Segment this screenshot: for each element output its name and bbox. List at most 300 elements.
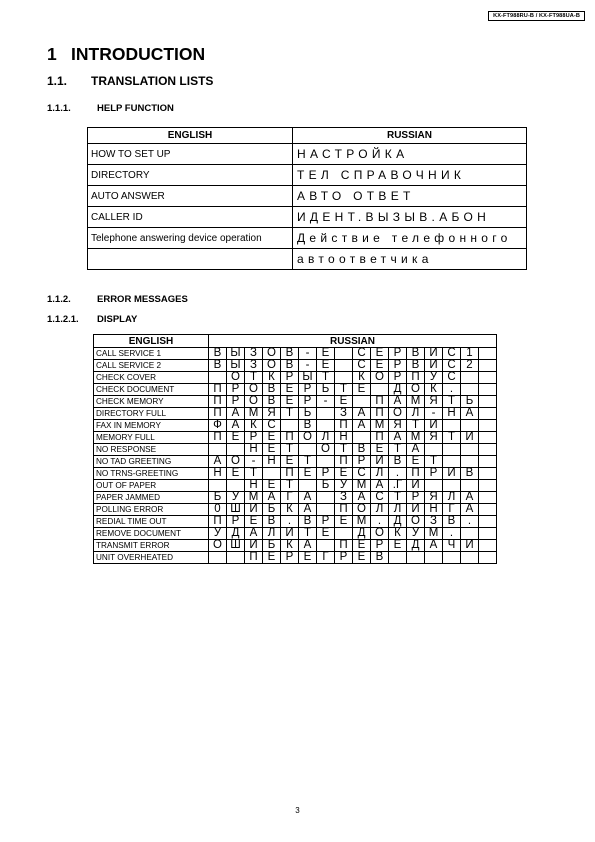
section-heading: [47, 44, 205, 65]
display-char-cell: -: [317, 396, 335, 408]
display-char-cell: Т: [299, 528, 317, 540]
display-char-cell: У: [407, 528, 425, 540]
display-char-cell: Р: [335, 552, 353, 564]
display-char-cell: Е: [335, 468, 353, 480]
display-char-cell: Е: [281, 396, 299, 408]
display-char-cell: В: [263, 396, 281, 408]
display-char-cell: Д: [389, 384, 407, 396]
display-char-cell: Р: [245, 432, 263, 444]
display-char-cell: И: [461, 432, 479, 444]
display-char-cell: М: [407, 432, 425, 444]
display-char-cell: [443, 480, 461, 492]
display-char-cell: Я: [425, 432, 443, 444]
display-english-cell: MEMORY FULL: [94, 432, 209, 444]
display-char-cell: [479, 360, 497, 372]
display-english-cell: DIRECTORY FULL: [94, 408, 209, 420]
display-table-row: [94, 552, 497, 564]
display-char-cell: Е: [317, 360, 335, 372]
display-char-cell: Е: [317, 528, 335, 540]
display-char-cell: А: [425, 540, 443, 552]
help-function-table: [87, 127, 527, 270]
display-char-cell: А: [263, 492, 281, 504]
display-char-cell: Б: [263, 504, 281, 516]
subsection-heading: [47, 74, 213, 88]
page-number: 3: [295, 806, 300, 815]
display-char-cell: [479, 420, 497, 432]
display-char-cell: О: [317, 444, 335, 456]
display-table-row: [94, 516, 497, 528]
display-char-cell: И: [245, 504, 263, 516]
display-char-cell: [479, 408, 497, 420]
display-char-cell: О: [245, 384, 263, 396]
display-english-cell: TRANSMIT ERROR: [94, 540, 209, 552]
display-char-cell: Д: [353, 528, 371, 540]
display-char-cell: П: [407, 372, 425, 384]
display-char-cell: В: [353, 444, 371, 456]
help-table-row: [88, 165, 527, 186]
display-char-cell: Е: [281, 456, 299, 468]
display-char-cell: Я: [263, 408, 281, 420]
display-char-cell: [461, 528, 479, 540]
help-col-english: ENGLISH: [88, 128, 293, 144]
display-char-cell: С: [371, 492, 389, 504]
display-table-row: [94, 492, 497, 504]
display-char-cell: Е: [227, 468, 245, 480]
display-char-cell: [443, 552, 461, 564]
help-col-russian: RUSSIAN: [293, 128, 527, 144]
display-char-cell: Р: [317, 468, 335, 480]
display-char-cell: Д: [389, 516, 407, 528]
display-table-row: [94, 408, 497, 420]
display-char-cell: [209, 480, 227, 492]
display-char-cell: О: [353, 504, 371, 516]
display-char-cell: В: [281, 348, 299, 360]
display-char-cell: Е: [353, 384, 371, 396]
display-char-cell: Е: [245, 516, 263, 528]
display-char-cell: О: [389, 408, 407, 420]
display-table-row: [94, 456, 497, 468]
display-char-cell: Р: [389, 372, 407, 384]
display-char-cell: П: [407, 468, 425, 480]
display-char-cell: Е: [371, 444, 389, 456]
display-char-cell: М: [245, 408, 263, 420]
display-char-cell: П: [281, 432, 299, 444]
display-char-cell: Р: [389, 360, 407, 372]
display-char-cell: [317, 540, 335, 552]
display-char-cell: Е: [263, 444, 281, 456]
display-char-cell: У: [425, 372, 443, 384]
display-char-cell: Е: [299, 552, 317, 564]
display-char-cell: [479, 432, 497, 444]
display-char-cell: [479, 528, 497, 540]
display-char-cell: А: [353, 408, 371, 420]
display-char-cell: [209, 444, 227, 456]
display-char-cell: З: [425, 516, 443, 528]
help-table-row: [88, 186, 527, 207]
display-char-cell: [209, 552, 227, 564]
display-char-cell: Е: [227, 432, 245, 444]
display-char-cell: Р: [227, 384, 245, 396]
display-char-cell: [227, 480, 245, 492]
help-english-cell: CALLER ID: [88, 207, 293, 228]
display-char-cell: Л: [389, 504, 407, 516]
display-char-cell: [443, 420, 461, 432]
display-char-cell: [461, 420, 479, 432]
display-char-cell: О: [245, 396, 263, 408]
display-char-cell: Ш: [227, 504, 245, 516]
display-char-cell: З: [245, 360, 263, 372]
display-char-cell: [335, 372, 353, 384]
display-char-cell: П: [371, 396, 389, 408]
display-char-cell: А: [461, 408, 479, 420]
display-char-cell: Р: [299, 384, 317, 396]
subsection-title: TRANSLATION LISTS: [91, 74, 214, 88]
display-char-cell: П: [245, 552, 263, 564]
display-char-cell: Г: [281, 492, 299, 504]
display-char-cell: С: [353, 348, 371, 360]
display-char-cell: [335, 528, 353, 540]
display-char-cell: В: [407, 360, 425, 372]
display-english-cell: POLLING ERROR: [94, 504, 209, 516]
display-char-cell: П: [335, 420, 353, 432]
help-english-cell: [88, 249, 293, 270]
display-messages-table: [93, 334, 497, 564]
display-char-cell: [461, 372, 479, 384]
display-char-cell: Ы: [227, 348, 245, 360]
display-char-cell: Р: [389, 348, 407, 360]
display-table-row: [94, 504, 497, 516]
display-char-cell: Г: [443, 504, 461, 516]
display-char-cell: [317, 456, 335, 468]
display-char-cell: К: [389, 528, 407, 540]
display-char-cell: Т: [281, 444, 299, 456]
display-char-cell: А: [209, 456, 227, 468]
display-char-cell: Н: [263, 456, 281, 468]
display-char-cell: [461, 444, 479, 456]
display-english-cell: OUT OF PAPER: [94, 480, 209, 492]
display-char-cell: Т: [407, 420, 425, 432]
display-english-cell: REDIAL TIME OUT: [94, 516, 209, 528]
display-char-cell: Т: [389, 492, 407, 504]
display-english-cell: UNIT OVERHEATED: [94, 552, 209, 564]
display-char-cell: П: [335, 540, 353, 552]
display-char-cell: Т: [281, 480, 299, 492]
display-char-cell: Е: [407, 456, 425, 468]
display-char-cell: Б: [263, 540, 281, 552]
display-char-cell: И: [407, 480, 425, 492]
help-english-cell: DIRECTORY: [88, 165, 293, 186]
display-char-cell: Е: [263, 552, 281, 564]
display-char-cell: У: [227, 492, 245, 504]
display-char-cell: И: [407, 504, 425, 516]
display-char-cell: -: [245, 456, 263, 468]
display-char-cell: А: [389, 432, 407, 444]
display-char-cell: [227, 444, 245, 456]
display-char-cell: А: [371, 480, 389, 492]
display-table-row: [94, 444, 497, 456]
display-char-cell: А: [389, 396, 407, 408]
display-char-cell: Т: [335, 384, 353, 396]
help-russian-cell: автоответчика: [293, 249, 527, 270]
display-char-cell: [335, 348, 353, 360]
display-char-cell: Т: [335, 444, 353, 456]
display-char-cell: Е: [353, 552, 371, 564]
display-char-cell: С: [353, 468, 371, 480]
display-table-row: [94, 528, 497, 540]
display-char-cell: Л: [317, 432, 335, 444]
display-table-row: [94, 360, 497, 372]
display-char-cell: З: [335, 492, 353, 504]
display-char-cell: В: [407, 348, 425, 360]
display-char-cell: Т: [245, 372, 263, 384]
display-char-cell: И: [425, 360, 443, 372]
subsection-number: 1.1.: [47, 74, 68, 88]
display-char-cell: Р: [281, 372, 299, 384]
error-messages-heading: [47, 294, 188, 305]
help-english-cell: AUTO ANSWER: [88, 186, 293, 207]
display-english-cell: PAPER JAMMED: [94, 492, 209, 504]
display-char-cell: [209, 372, 227, 384]
display-char-cell: Т: [389, 444, 407, 456]
display-char-cell: [479, 348, 497, 360]
display-char-cell: Т: [281, 408, 299, 420]
display-char-cell: [461, 456, 479, 468]
display-char-cell: У: [209, 528, 227, 540]
display-table-row: [94, 348, 497, 360]
display-char-cell: В: [371, 552, 389, 564]
display-char-cell: О: [263, 360, 281, 372]
display-char-cell: И: [371, 456, 389, 468]
display-english-cell: NO RESPONSE: [94, 444, 209, 456]
display-char-cell: Д: [227, 528, 245, 540]
display-char-cell: [425, 480, 443, 492]
display-col-russian: RUSSIAN: [209, 335, 497, 348]
display-char-cell: В: [389, 456, 407, 468]
display-char-cell: В: [281, 360, 299, 372]
display-char-cell: [281, 420, 299, 432]
display-char-cell: [425, 552, 443, 564]
display-char-cell: В: [299, 420, 317, 432]
display-char-cell: П: [209, 432, 227, 444]
display-char-cell: 1: [461, 348, 479, 360]
display-char-cell: .: [461, 516, 479, 528]
display-char-cell: П: [371, 408, 389, 420]
help-russian-cell: ИДЕНТ.ВЫЗЫВ.АБОН: [293, 207, 527, 228]
display-char-cell: С: [443, 348, 461, 360]
display-char-cell: П: [281, 468, 299, 480]
display-char-cell: 2: [461, 360, 479, 372]
display-char-cell: Н: [245, 480, 263, 492]
display-char-cell: Ы: [227, 360, 245, 372]
display-table-header: [94, 335, 497, 348]
display-english-cell: FAX IN MEMORY: [94, 420, 209, 432]
display-char-cell: [407, 552, 425, 564]
display-char-cell: М: [245, 492, 263, 504]
display-char-cell: [479, 384, 497, 396]
display-char-cell: К: [245, 420, 263, 432]
display-english-cell: NO TRNS-GREETING: [94, 468, 209, 480]
display-char-cell: [317, 504, 335, 516]
display-english-cell: CHECK MEMORY: [94, 396, 209, 408]
display-char-cell: [479, 468, 497, 480]
display-char-cell: [317, 408, 335, 420]
display-char-cell: -: [299, 348, 317, 360]
display-char-cell: П: [371, 432, 389, 444]
help-table-header: [88, 128, 527, 144]
display-char-cell: [299, 444, 317, 456]
display-char-cell: З: [335, 408, 353, 420]
display-char-cell: [479, 552, 497, 564]
display-char-cell: Р: [281, 552, 299, 564]
display-char-cell: И: [425, 420, 443, 432]
display-table-row: [94, 372, 497, 384]
display-char-cell: Р: [425, 468, 443, 480]
display-table-row: [94, 480, 497, 492]
help-title: HELP FUNCTION: [97, 103, 174, 114]
display-char-cell: Е: [299, 468, 317, 480]
help-table-row: [88, 144, 527, 165]
display-char-cell: [479, 444, 497, 456]
display-char-cell: .Г: [389, 480, 407, 492]
display-table-row: [94, 468, 497, 480]
help-table-row: [88, 249, 527, 270]
display-char-cell: Н: [335, 432, 353, 444]
display-char-cell: И: [443, 468, 461, 480]
display-char-cell: С: [443, 360, 461, 372]
display-char-cell: [299, 480, 317, 492]
display-char-cell: Ч: [443, 540, 461, 552]
error-messages-title: ERROR MESSAGES: [97, 294, 188, 305]
display-char-cell: Е: [263, 480, 281, 492]
display-char-cell: Р: [407, 492, 425, 504]
display-char-cell: [479, 492, 497, 504]
display-char-cell: [461, 480, 479, 492]
help-table-row: [88, 207, 527, 228]
display-char-cell: [227, 552, 245, 564]
display-english-cell: CALL SERVICE 1: [94, 348, 209, 360]
display-english-cell: CHECK COVER: [94, 372, 209, 384]
display-char-cell: А: [353, 420, 371, 432]
display-char-cell: Л: [443, 492, 461, 504]
display-char-cell: В: [443, 516, 461, 528]
display-char-cell: Т: [299, 456, 317, 468]
display-char-cell: Ш: [227, 540, 245, 552]
display-char-cell: [263, 468, 281, 480]
display-char-cell: С: [353, 360, 371, 372]
display-char-cell: Н: [209, 468, 227, 480]
display-char-cell: [461, 552, 479, 564]
display-char-cell: З: [245, 348, 263, 360]
display-char-cell: [317, 420, 335, 432]
display-char-cell: Р: [227, 516, 245, 528]
display-char-cell: О: [263, 348, 281, 360]
display-char-cell: Е: [389, 540, 407, 552]
display-char-cell: В: [263, 516, 281, 528]
display-char-cell: С: [263, 420, 281, 432]
display-char-cell: К: [353, 372, 371, 384]
display-char-cell: Н: [443, 408, 461, 420]
display-char-cell: Г: [317, 552, 335, 564]
display-char-cell: [353, 396, 371, 408]
display-char-cell: А: [353, 492, 371, 504]
display-char-cell: [479, 480, 497, 492]
display-char-cell: П: [209, 384, 227, 396]
display-char-cell: [479, 504, 497, 516]
display-char-cell: И: [425, 348, 443, 360]
display-char-cell: [479, 540, 497, 552]
display-char-cell: 0: [209, 504, 227, 516]
display-char-cell: О: [299, 432, 317, 444]
display-char-cell: Р: [353, 456, 371, 468]
display-char-cell: Е: [281, 384, 299, 396]
display-char-cell: Т: [443, 432, 461, 444]
display-char-cell: [353, 432, 371, 444]
display-char-cell: Р: [317, 516, 335, 528]
display-table-row: [94, 420, 497, 432]
help-russian-cell: Действие телефонного: [293, 228, 527, 249]
display-char-cell: О: [227, 372, 245, 384]
display-char-cell: Р: [371, 540, 389, 552]
display-char-cell: [335, 360, 353, 372]
display-char-cell: Д: [407, 540, 425, 552]
display-char-cell: О: [371, 372, 389, 384]
display-char-cell: П: [335, 504, 353, 516]
display-char-cell: Ь: [461, 396, 479, 408]
display-char-cell: .: [443, 384, 461, 396]
display-char-cell: А: [227, 408, 245, 420]
display-table-row: [94, 384, 497, 396]
help-number: 1.1.1.: [47, 103, 71, 114]
display-char-cell: Л: [407, 408, 425, 420]
display-char-cell: А: [461, 504, 479, 516]
display-char-cell: М: [371, 420, 389, 432]
help-heading: [47, 103, 174, 114]
display-char-cell: У: [335, 480, 353, 492]
display-char-cell: А: [407, 444, 425, 456]
display-char-cell: Б: [209, 492, 227, 504]
display-char-cell: И: [245, 540, 263, 552]
display-char-cell: Т: [425, 456, 443, 468]
display-char-cell: А: [461, 492, 479, 504]
display-char-cell: Ы: [299, 372, 317, 384]
display-char-cell: О: [371, 528, 389, 540]
display-char-cell: В: [461, 468, 479, 480]
display-char-cell: М: [407, 396, 425, 408]
display-char-cell: .: [371, 516, 389, 528]
display-english-cell: NO TAD GREETING: [94, 456, 209, 468]
help-table-row: [88, 228, 527, 249]
display-char-cell: С: [443, 372, 461, 384]
display-char-cell: [479, 516, 497, 528]
display-char-cell: К: [425, 384, 443, 396]
display-char-cell: М: [353, 480, 371, 492]
display-char-cell: [443, 456, 461, 468]
section-title: INTRODUCTION: [71, 44, 206, 64]
display-english-cell: CALL SERVICE 2: [94, 360, 209, 372]
display-char-cell: Т: [317, 372, 335, 384]
display-char-cell: Е: [317, 348, 335, 360]
display-char-cell: В: [263, 384, 281, 396]
display-char-cell: К: [281, 504, 299, 516]
help-russian-cell: ТЕЛ СПРАВОЧНИК: [293, 165, 527, 186]
display-char-cell: Н: [425, 504, 443, 516]
display-char-cell: Л: [371, 468, 389, 480]
display-char-cell: Я: [425, 396, 443, 408]
display-char-cell: И: [461, 540, 479, 552]
display-char-cell: Р: [299, 396, 317, 408]
display-char-cell: Ф: [209, 420, 227, 432]
error-messages-number: 1.1.2.: [47, 294, 71, 305]
